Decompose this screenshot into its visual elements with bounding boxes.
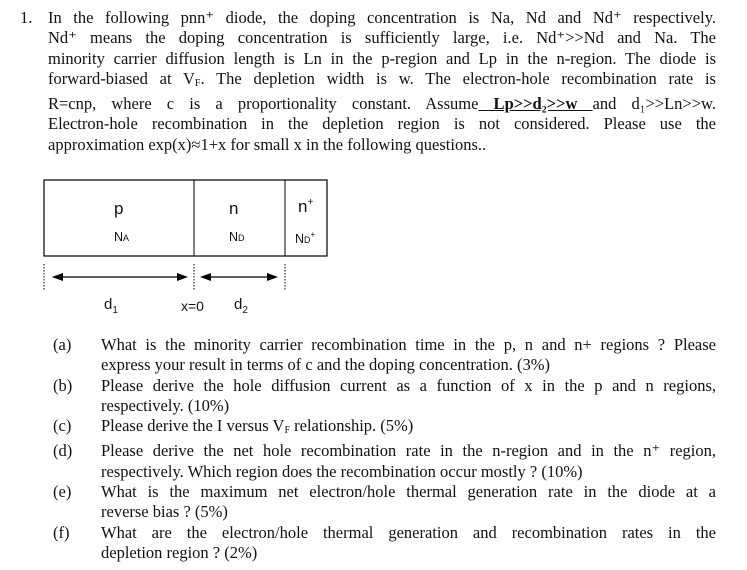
question-line: depletion region ? (2%) [101, 542, 258, 562]
question-tag: (d) [53, 441, 73, 461]
d1-sub: 1 [112, 305, 118, 316]
intro-subscript: F [194, 77, 201, 89]
nd-sub: D [238, 233, 245, 243]
question-line: respectively. Which region does the recombination occur mostly ? (10%) [101, 461, 583, 481]
d2-arrow-right-head [267, 273, 278, 281]
intro-text: and d₁>>Ln>>w. [592, 94, 716, 114]
question-line: Please derive the net hole recombination rate in the n-region and in the n⁺ region, [101, 441, 716, 461]
question-line: express your result in terms of c and the doping concentration. (3%) [101, 355, 551, 375]
intro-line: approximation exp(x)≈1+x for small x in the following questions.. [48, 134, 487, 154]
d1-arrow-right-head [177, 273, 188, 281]
question-a [50, 335, 716, 376]
x0-label: x=0 [181, 298, 204, 314]
d2-label [234, 296, 248, 316]
nd-plus-doping-label [295, 230, 315, 246]
nd-doping-label [229, 230, 245, 244]
p-region-label: p [114, 199, 124, 218]
intro-line: In the following pnn⁺ diode, the doping concentration is Na, Nd and Nd⁺ respectively. [48, 8, 716, 27]
intro-line: Nd⁺ means the doping concentration is sufficiently large, i.e. Nd⁺>>Nd and Na. The [48, 28, 716, 48]
question-line [101, 416, 716, 441]
question-line: reverse bias ? (5%) [101, 502, 228, 522]
question-tag: (a) [53, 335, 72, 354]
intro-text: R=cnp, where c is a proportionality constant. Assume [48, 94, 479, 114]
question-text: Please derive the I versus V [101, 416, 285, 436]
question-b [50, 376, 716, 417]
intro-text: forward-biased at V [48, 68, 195, 88]
n-plus-name: n [298, 197, 308, 216]
question-list [50, 335, 716, 563]
d1-arrow-left-head [52, 273, 63, 281]
question-line: What is the minority carrier recombination time in the p, n and n+ regions ? Please [101, 335, 716, 354]
intro-line: Electron-hole recombination in the depletion region is not considered. Please use the [48, 114, 716, 134]
question-line: respectively. (10%) [101, 395, 230, 415]
n-plus-region-label [298, 197, 313, 217]
d1-label [104, 296, 118, 316]
n-region-label: n [229, 199, 239, 218]
question-text: relationship. (5%) [290, 416, 414, 436]
nd-plus-main: N [295, 232, 305, 246]
nd-main: N [229, 230, 239, 244]
nd-plus-sup: + [310, 230, 316, 239]
question-e [50, 482, 716, 523]
question-subscript: F [284, 425, 290, 437]
na-doping-label [114, 230, 129, 244]
problem-number: 1. [20, 8, 33, 27]
d2-arrow-left-head [200, 273, 211, 281]
intro-line: minority carrier diffusion length is Ln in the p-region and Lp in the n-region. The diode is [48, 48, 716, 68]
question-line: What are the electron/hole thermal generation and recombination rates in the [101, 522, 716, 542]
question-line: What is the maximum net electron/hole thermal generation rate in the diode at a [101, 482, 716, 502]
intro-text: . The depletion width is w. The electron-hole recombination rate is [200, 68, 716, 88]
na-main: N [114, 230, 124, 244]
n-plus-sup: + [307, 197, 314, 208]
d1-main: d [104, 296, 113, 313]
na-sub: A [123, 233, 130, 243]
d2-sub: 2 [242, 305, 248, 316]
question-tag: (e) [53, 482, 72, 502]
question-tag: (c) [53, 416, 72, 436]
question-line: Please derive the hole diffusion current as a function of x in the p and n regions, [101, 375, 716, 395]
question-f [50, 523, 716, 564]
question-c [50, 416, 716, 441]
question-d [50, 441, 716, 482]
underlined-assumption: Lp>>d₂>>w [478, 94, 593, 114]
question-tag: (f) [53, 522, 70, 542]
d2-main: d [234, 296, 243, 313]
question-tag: (b) [53, 375, 73, 395]
nd-plus-sub: D [304, 235, 311, 245]
